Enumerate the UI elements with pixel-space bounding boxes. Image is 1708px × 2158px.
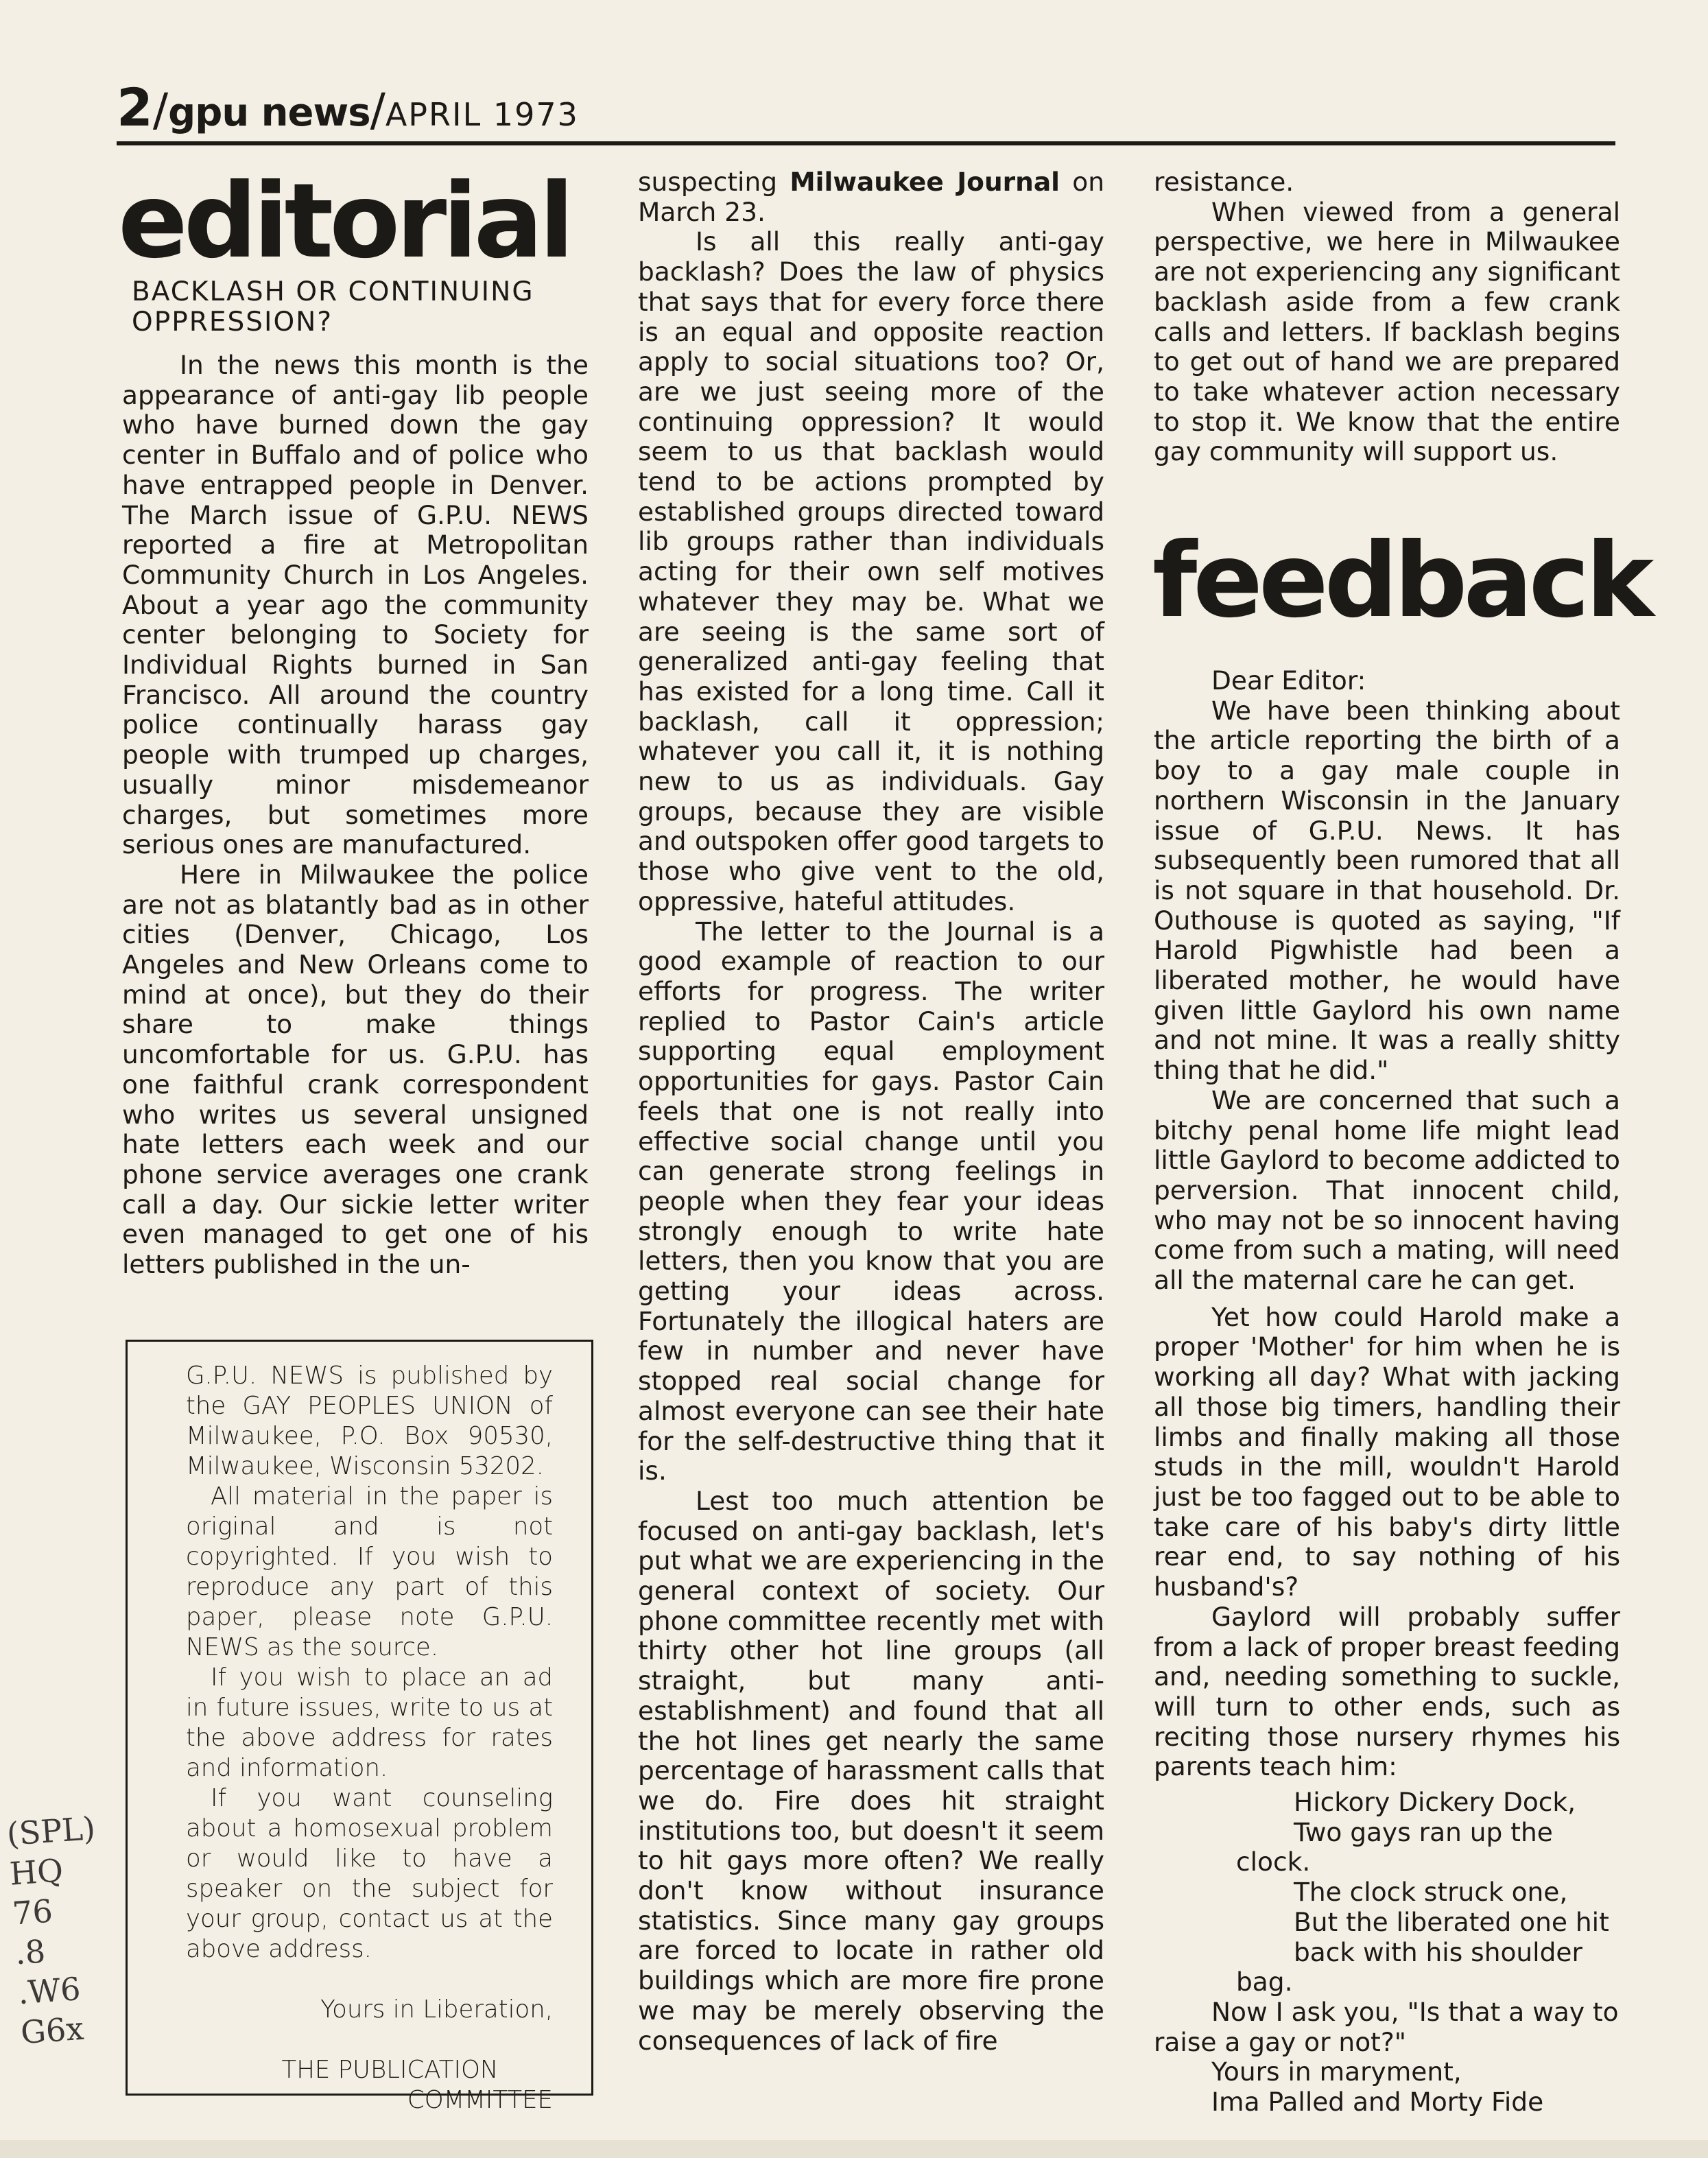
masthead-separator: / — [152, 84, 169, 137]
letter-salutation: Dear Editor: — [1211, 665, 1366, 696]
handwritten-call-number: (SPL) HQ 76 .8 .W6 G6x — [5, 1809, 97, 2052]
editorial-heading: editorial — [118, 162, 571, 281]
masthead — [117, 77, 1612, 143]
newspaper-name: Milwaukee Journal — [790, 167, 1060, 197]
publication-name: gpu news — [168, 91, 370, 135]
page-bottom-edge — [0, 2140, 1708, 2158]
letter-paragraph: We have been thinking about the article reporting the birth of a boy to a gay male couple in northern Wisconsin in the January issue of G.P.U. News. It has subsequently been rumored that all is not square in that household. Dr. Outhouse is quoted as saying, "If Harold Pigwhistle had been a liberated mother, he would have given little Gaylord his own name and not mine. It was a really shitty thing that he did." — [1154, 695, 1620, 1086]
issue-date: APRIL 1973 — [385, 96, 579, 133]
poem-line: The clock struck one, — [1294, 1877, 1568, 1908]
box-paragraph: If you wish to place an ad in future issues, write to us at the above address for rates and information. — [186, 1663, 553, 1782]
box-signature: COMMITTEE — [407, 2086, 553, 2114]
feedback-heading: feedback — [1152, 521, 1650, 641]
article-paragraph: Here in Milwaukee the police are not as blatantly bad as in other cities (Denver, Chicago, Los Angeles and New Orleans come to mind at once), but they do their share to make things uncomfortable for us. G.P.U. has one faithful crank correspondent who writes us several unsigned hate letters each week and our phone service averages one crank call a day. Our sickie letter writer even managed to get one of his letters published in the un- — [122, 859, 589, 1280]
article-paragraph: Lest too much attention be focused on anti-gay backlash, let's put what we are experiencing in the general context of society. Our phone committee recently met with thirty other hot line groups (all straight, but many anti-establishment) and found that all the hot lines get nearly the same percentage of harassment calls that we do. Fire does hit straight institutions too, but doesn't it seem to hit gays more often? We really don't know without insurance statistics. Since many gay groups are forced to locate in rather old buildings which are more fire prone we may be merely observing the consequences of lack of fire — [638, 1485, 1104, 2056]
poem-line: But the liberated one hit — [1294, 1906, 1609, 1937]
poem-line: Hickory Dickery Dock, — [1294, 1787, 1576, 1818]
letter-signoff: Yours in maryment, — [1211, 2056, 1462, 2087]
article-paragraph: suspecting Milwaukee Journal on March 23. — [638, 167, 1104, 227]
poem-line: back with his shoulder bag. — [1236, 1936, 1582, 1997]
editorial-column-1 — [122, 351, 589, 1280]
masthead-separator: / — [370, 84, 386, 137]
letter-paragraph: We are concerned that such a bitchy penal home life might lead little Gaylord to become addicted to perversion. That innocent child, who may not be so innocent having come from such a mating, will need all the maternal care he can get. — [1154, 1084, 1620, 1296]
editorial-column-2 — [638, 167, 1104, 2056]
box-signature: THE PUBLICATION — [281, 2056, 499, 2084]
editorial-column-3 — [1154, 167, 1620, 467]
masthead-rule — [117, 141, 1615, 145]
box-paragraph: If you want counseling about a homosexual problem or would like to have a speaker on the subject for your group, contact us at the above address. — [186, 1784, 553, 1963]
box-closing: Yours in Liberation, — [320, 1995, 553, 2024]
poem-line: Two gays ran up the clock. — [1236, 1816, 1553, 1877]
article-paragraph: When viewed from a general perspective, we here in Milwaukee are not experiencing any significant backlash aside from a few crank calls and letters. If backlash begins to get out of hand we are prepared to take whatever action necessary to stop it. We know that the entire gay community will support us. — [1154, 196, 1620, 467]
page-number: 2 — [117, 77, 153, 138]
feedback-letter — [1154, 666, 1620, 2118]
letter-signers: Ima Palled and Morty Fide — [1211, 2087, 1544, 2118]
editorial-subhead: BACKLASH OR CONTINUING OPPRESSION? — [132, 276, 534, 337]
letter-paragraph: Yet how could Harold make a proper 'Mother' for him when he is working all day? What with jacking all those big timers, handling their limbs and finally making all those studs in the mill, wouldn't Harold just be too fagged out to be able to take care of his baby's dirty little rear end, to say nothing of his husband's? — [1154, 1301, 1620, 1602]
box-paragraph: G.P.U. NEWS is published by the GAY PEOPLES UNION of Milwaukee, P.O. Box 90530, Milwaukee, Wisconsin 53202. — [186, 1362, 553, 1480]
article-paragraph: resistance. — [1154, 167, 1294, 197]
letter-paragraph: Gaylord will probably suffer from a lack of proper breast feeding and, needing something to suckle, will turn to other ends, such as reciting those nursery rhymes his parents teach him: — [1154, 1601, 1620, 1782]
article-paragraph: The letter to the Journal is a good example of reaction to our efforts for progress. The writer replied to Pastor Cain's article supporting equal employment opportunities for gays. Pastor Cain feels that one is not really into effective social change until you can generate strong feelings in people when they fear your ideas strongly enough to write hate letters, then you know that you are getting your ideas across. Fortunately the illogical haters are few in number and never have stopped real social change for almost everyone can see their hate for the self-destructive thing that it is. — [638, 916, 1104, 1486]
letter-question: Now I ask you, "Is that a way to raise a gay or not?" — [1154, 1996, 1619, 2057]
article-paragraph: Is all this really anti-gay backlash? Does the law of physics that says that for every force there is an equal and opposite reaction apply to social situations too? Or, are we just seeing more of the continuing oppression? It would seem to us that backlash would tend to be actions prompted by established groups directed toward lib groups rather than individuals acting for their own self motives whatever they may be. What we are seeing is the same sort of generalized anti-gay feeling that has existed for a long time. Call it backlash, call it oppression; whatever you call it, it is nothing new to us as individuals. Gay groups, because they are visible and outspoken offer good targets to those who give vent to the old, oppressive, hateful attitudes. — [638, 226, 1104, 916]
article-paragraph: In the news this month is the appearance of anti-gay lib people who have burned down the gay center in Buffalo and of police who have entrapped people in Denver. The March issue of G.P.U. NEWS reported a fire at Metropolitan Community Church in Los Angeles. About a year ago the community center belonging to Society for Individual Rights burned in San Francisco. All around the country police continually harass gay people with trumped up charges, usually minor misdemeanor charges, but sometimes more serious ones are manufactured. — [122, 350, 589, 860]
publication-info-box — [126, 1340, 593, 2114]
box-paragraph: All material in the paper is original and is not copyrighted. If you wish to reproduce any part of this paper, please note G.P.U. NEWS as the source. — [186, 1482, 553, 1661]
